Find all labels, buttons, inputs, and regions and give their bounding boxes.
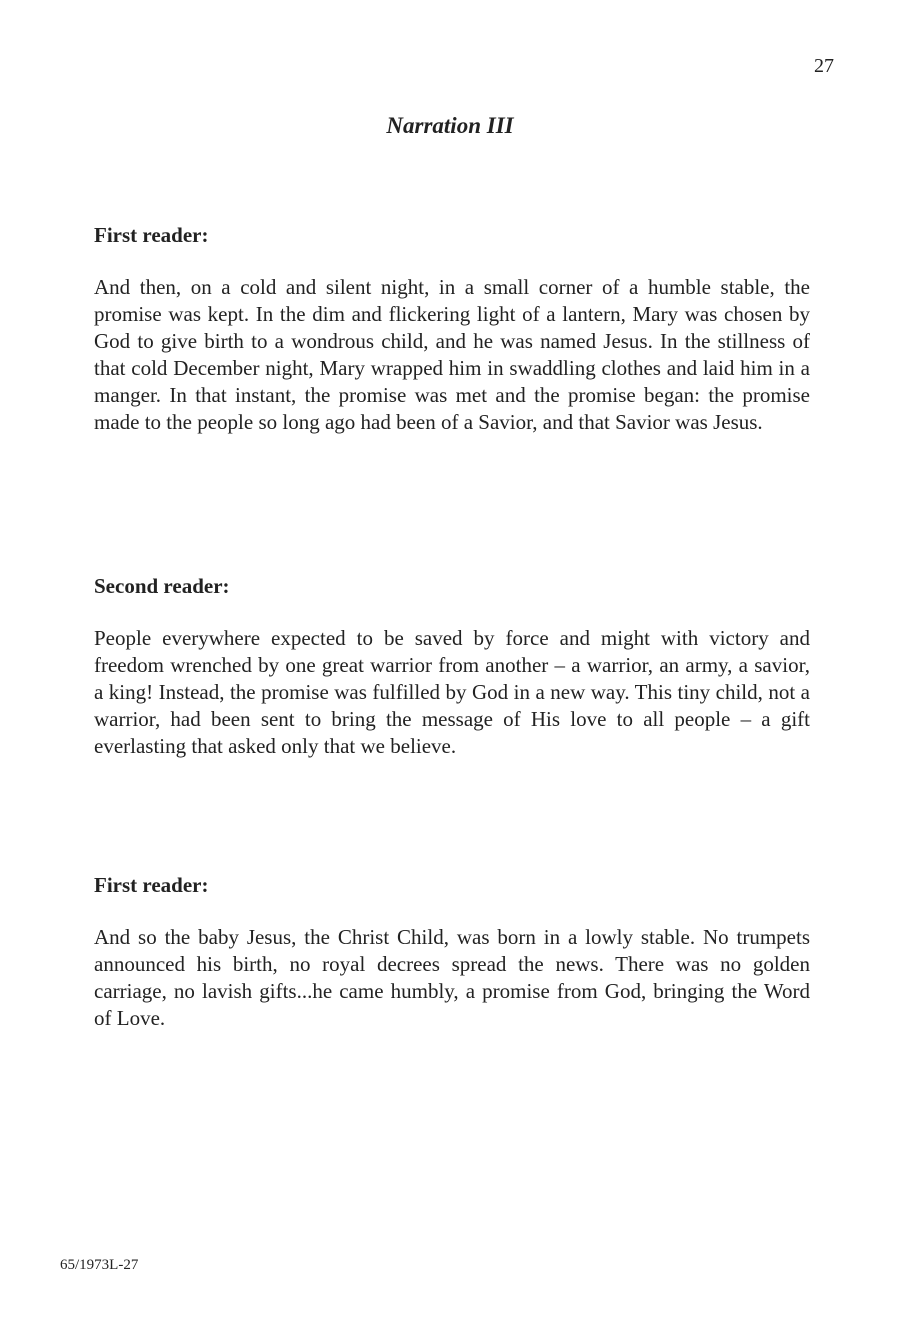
reading-paragraph: And so the baby Jesus, the Christ Child, was born in a lowly stable. No trumpets announced his birth, no royal decrees spread the news. There was no golden carriage, no lavish gifts...he came humbly, a promise from God, bringing the Word of Love. (94, 925, 810, 1030)
reader-heading: First reader: (94, 873, 209, 897)
reading-section-third (94, 872, 810, 1032)
reading-section-first (94, 222, 810, 436)
reading-section-second (94, 573, 810, 760)
catalog-code: 65/1973L-27 (60, 1257, 139, 1273)
reader-heading: First reader: (94, 223, 209, 247)
page-number: 27 (814, 55, 834, 77)
reading-paragraph: People everywhere expected to be saved by force and might with victory and freedom wrenched by one great warrior from another – a warrior, an army, a savior, a king! Instead, the promise was fulfilled by God in a new way. This tiny child, not a warrior, had been sent to bring the message of His love to all people – a gift everlasting that asked only that we believe. (94, 626, 810, 758)
reader-heading: Second reader: (94, 574, 230, 598)
page-title: Narration III (386, 113, 514, 138)
reading-paragraph: And then, on a cold and silent night, in a small corner of a humble stable, the promise was kept. In the dim and flickering light of a lantern, Mary was chosen by God to give birth to a wondrous child, and he was named Jesus. In the stillness of that cold December night, Mary wrapped him in swaddling clothes and laid him in a manger. In that instant, the promise was met and the promise began: the promise made to the people so long ago had been of a Savior, and that Savior was Jesus. (94, 275, 810, 434)
